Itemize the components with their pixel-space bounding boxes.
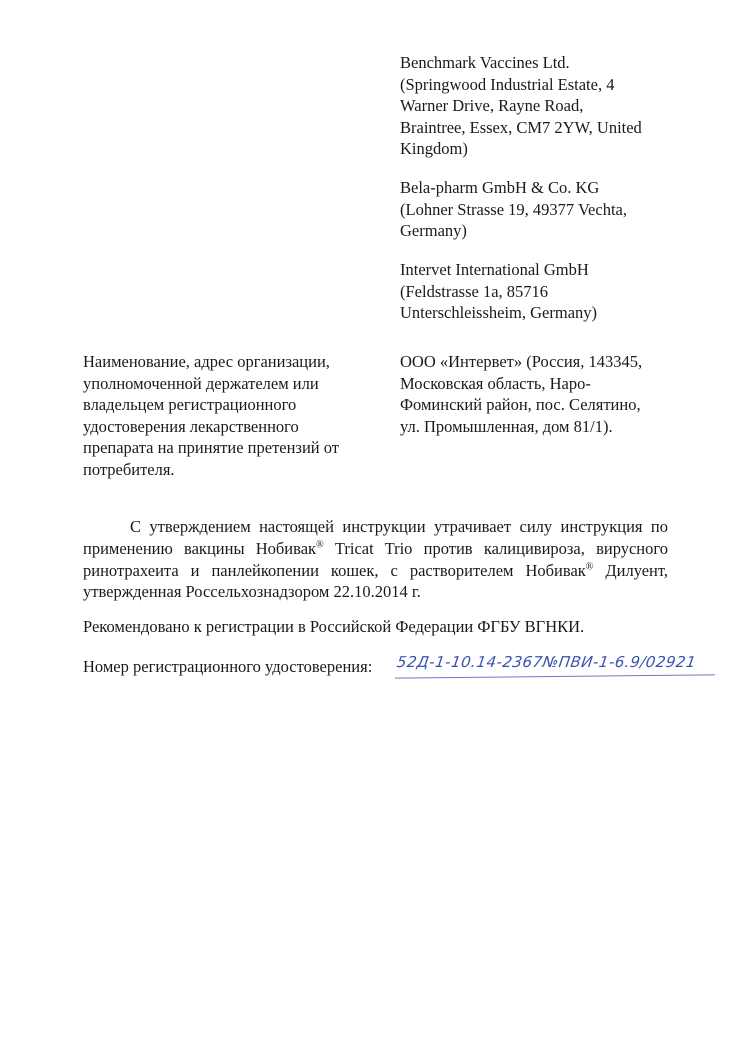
manufacturer-line: (Lohner Strasse 19, 49377 Vechta, <box>400 199 627 219</box>
manufacturer-line: Bela-pharm GmbH & Co. KG <box>400 178 600 197</box>
text-fragment: Tricat Trio против калицивироза, вирусного <box>323 538 668 558</box>
handwritten-underline <box>395 674 715 678</box>
label-line: владельцем регистрационного <box>83 395 297 414</box>
manufacturer-benchmark <box>400 52 690 160</box>
certificate-label: Номер регистрационного удостоверения: <box>83 657 373 676</box>
text-fragment: ринотрахеита и панлейкопении кошек, с растворителем Нобивак <box>83 560 586 580</box>
manufacturer-intervet <box>400 259 690 324</box>
manufacturer-line: Unterschleissheim, Germany) <box>400 303 598 322</box>
manufacturer-line: Benchmark Vaccines Ltd. <box>400 53 570 72</box>
value-line: ул. Промышленная, дом 81/1). <box>400 416 613 436</box>
value-line: Московская область, Наро- <box>400 373 591 393</box>
certificate-number-handwritten: 52Д-1-10.14-2367№ПВИ-1-6.9/02921 <box>395 653 698 671</box>
label-line: препарата на принятие претензий от <box>83 438 339 457</box>
label-line: потребителя. <box>83 459 175 479</box>
claims-holder-label <box>83 351 383 480</box>
recommendation-text: Рекомендовано к регистрации в Российской Федерации ФГБУ ВГНКИ. <box>83 617 585 636</box>
label-line: Наименование, адрес организации, <box>83 352 330 371</box>
manufacturer-line: Kingdom) <box>400 139 468 158</box>
cancellation-paragraph <box>83 516 668 603</box>
value-line: ООО «Интервет» (Россия, 143345, <box>400 352 643 371</box>
paragraph-line <box>83 538 668 560</box>
manufacturer-line: Germany) <box>400 221 467 240</box>
text-fragment: Дилуент, <box>593 560 668 580</box>
value-line: Фоминский район, пос. Селятино, <box>400 395 641 414</box>
manufacturer-line: Warner Drive, Rayne Road, <box>400 96 584 115</box>
paragraph-line: С утверждением настоящей инструкции утрачивает силу инструкция по <box>130 517 668 536</box>
label-line: уполномоченной держателем или <box>83 373 319 393</box>
label-line: удостоверения лекарственного <box>83 416 299 436</box>
paragraph-line <box>83 560 668 582</box>
manufacturer-line: Intervet International GmbH <box>400 260 589 279</box>
manufacturer-line: Braintree, Essex, CM7 2YW, United <box>400 117 642 137</box>
manufacturer-belapharm <box>400 177 690 242</box>
text-fragment: применению вакцины Нобивак <box>83 538 317 558</box>
manufacturer-line: (Feldstrasse 1a, 85716 <box>400 281 549 301</box>
manufacturer-line: (Springwood Industrial Estate, 4 <box>400 74 615 94</box>
registered-mark: ® <box>585 561 594 573</box>
registered-mark: ® <box>316 539 324 551</box>
claims-holder-value <box>400 351 690 437</box>
paragraph-line: утвержденная Россельхознадзором 22.10.2014 г. <box>83 582 421 602</box>
